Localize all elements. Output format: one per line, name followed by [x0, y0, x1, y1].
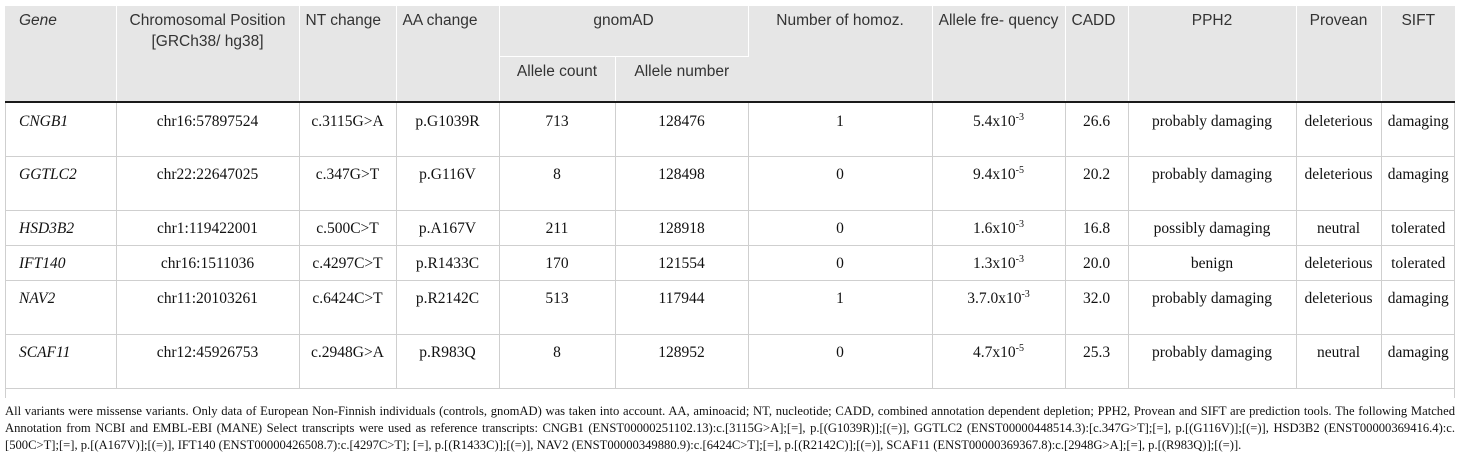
cell-sift: damaging: [1381, 156, 1455, 210]
cell-aa-change: p.R1433C: [396, 245, 499, 280]
variant-table-container: [5, 6, 1455, 389]
table-row: [5, 156, 1455, 210]
cell-allele-number: 121554: [615, 245, 748, 280]
cell-sift: damaging: [1381, 280, 1455, 334]
table-body: [5, 102, 1455, 388]
cell-aa-change: p.R2142C: [396, 280, 499, 334]
frequency-base: 1.6x10: [973, 219, 1016, 237]
cell-allele-count: 211: [499, 210, 615, 245]
header-gene: Gene: [5, 6, 116, 102]
cell-homoz: 1: [748, 102, 932, 156]
cell-gene: SCAF11: [5, 334, 116, 388]
cell-allele-frequency: [932, 102, 1065, 156]
cell-provean: deleterious: [1296, 102, 1381, 156]
cell-allele-frequency: [932, 156, 1065, 210]
frequency-exponent: -3: [1015, 253, 1024, 265]
cell-position: chr12:45926753: [116, 334, 299, 388]
cell-provean: deleterious: [1296, 245, 1381, 280]
header-allele-frequency: Allele fre- quency: [932, 6, 1065, 102]
cell-aa-change: p.G116V: [396, 156, 499, 210]
cell-allele-number: 128952: [615, 334, 748, 388]
cell-allele-count: 8: [499, 334, 615, 388]
cell-allele-count: 170: [499, 245, 615, 280]
cell-nt-change: c.500C>T: [299, 210, 396, 245]
variant-table: [5, 6, 1455, 389]
cell-position: chr16:57897524: [116, 102, 299, 156]
cell-sift: damaging: [1381, 102, 1455, 156]
cell-pph2: probably damaging: [1128, 102, 1296, 156]
cell-nt-change: c.2948G>A: [299, 334, 396, 388]
table-row: [5, 102, 1455, 156]
cell-cadd: 25.3: [1065, 334, 1128, 388]
frequency-base: 1.3x10: [973, 254, 1016, 272]
header-nt-change: NT change: [299, 6, 396, 102]
cell-allele-number: 117944: [615, 280, 748, 334]
header-number-homoz: Number of homoz.: [748, 6, 932, 102]
cell-gene: HSD3B2: [5, 210, 116, 245]
cell-position: chr11:20103261: [116, 280, 299, 334]
cell-allele-frequency: [932, 334, 1065, 388]
cell-gene: CNGB1: [5, 102, 116, 156]
cell-allele-count: 713: [499, 102, 615, 156]
cell-gene: IFT140: [5, 245, 116, 280]
table-row: [5, 245, 1455, 280]
cell-provean: deleterious: [1296, 280, 1381, 334]
cell-pph2: probably damaging: [1128, 156, 1296, 210]
cell-nt-change: c.347G>T: [299, 156, 396, 210]
table-header: [5, 6, 1455, 102]
cell-homoz: 1: [748, 280, 932, 334]
cell-allele-count: 513: [499, 280, 615, 334]
cell-nt-change: c.4297C>T: [299, 245, 396, 280]
header-allele-count: Allele count: [499, 57, 615, 103]
frequency-base: 3.7.0x10: [967, 289, 1022, 307]
table-row: [5, 280, 1455, 334]
table-row: [5, 210, 1455, 245]
cell-provean: neutral: [1296, 334, 1381, 388]
header-aa-change: AA change: [396, 6, 499, 102]
header-cadd: CADD: [1065, 6, 1128, 102]
cell-allele-number: 128476: [615, 102, 748, 156]
cell-provean: neutral: [1296, 210, 1381, 245]
header-pph2: PPH2: [1128, 6, 1296, 102]
cell-pph2: benign: [1128, 245, 1296, 280]
header-chromosomal-position: Chromosomal Position [GRCh38/ hg38]: [116, 6, 299, 102]
table-footnote: All variants were missense variants. Only data of European Non-Finnish individuals (controls, gnomAD) was taken into account. AA, aminoacid; NT, nucleotide; CADD, combined annotation dependent depletion; PPH2, Provean and SIFT are prediction tools. The following Matched Annotation from NCBI and EMBL-EBI (MANE) Select transcripts were used as reference transcripts: CNGB1 (ENST00000251102.13):c.[3115G>A];[=], p.[(G1039R)];[(=)], GGTLC2 (ENST00000448514.3):[c.347G>T];[=], p.[(G116V)];[(=)], HSD3B2 (ENST00000369416.4):c.[500C>T];[=], p.[(A167V)];[(=)], IFT140 (ENST00000426508.7):c.[4297C>T]; [=], p.[(R1433C)];[(=)], NAV2 (ENST00000349880.9):c.[6424C>T];[=], p.[(R2142C)];[(=)], SCAF11 (ENST00000369367.8):c.[2948G>A];[=], p.[(R983Q)];[(=)].: [5, 404, 1455, 452]
cell-cadd: 32.0: [1065, 280, 1128, 334]
cell-allele-frequency: [932, 210, 1065, 245]
cell-pph2: probably damaging: [1128, 280, 1296, 334]
header-allele-number: Allele number: [615, 57, 748, 103]
cell-homoz: 0: [748, 245, 932, 280]
cell-nt-change: c.3115G>A: [299, 102, 396, 156]
header-gnomad: gnomAD: [499, 6, 748, 57]
frequency-exponent: -3: [1021, 288, 1030, 300]
cell-aa-change: p.R983Q: [396, 334, 499, 388]
cell-pph2: probably damaging: [1128, 334, 1296, 388]
header-sift: SIFT: [1381, 6, 1455, 102]
cell-nt-change: c.6424C>T: [299, 280, 396, 334]
frequency-exponent: -5: [1015, 342, 1024, 354]
cell-position: chr1:119422001: [116, 210, 299, 245]
cell-allele-count: 8: [499, 156, 615, 210]
cell-position: chr22:22647025: [116, 156, 299, 210]
frequency-exponent: -3: [1015, 111, 1024, 123]
frequency-base: 5.4x10: [973, 113, 1016, 130]
cell-sift: damaging: [1381, 334, 1455, 388]
frequency-exponent: -5: [1015, 164, 1024, 176]
cell-position: chr16:1511036: [116, 245, 299, 280]
cell-allele-number: 128918: [615, 210, 748, 245]
cell-sift: tolerated: [1381, 210, 1455, 245]
frequency-exponent: -3: [1015, 218, 1024, 230]
cell-gene: NAV2: [5, 280, 116, 334]
header-provean: Provean: [1296, 6, 1381, 102]
frequency-base: 4.7x10: [973, 343, 1016, 361]
cell-cadd: 20.0: [1065, 245, 1128, 280]
frequency-base: 9.4x10: [973, 165, 1016, 183]
cell-gene: GGTLC2: [5, 156, 116, 210]
cell-aa-change: p.G1039R: [396, 102, 499, 156]
cell-allele-frequency: [932, 280, 1065, 334]
cell-homoz: 0: [748, 156, 932, 210]
cell-aa-change: p.A167V: [396, 210, 499, 245]
cell-allele-frequency: [932, 245, 1065, 280]
cell-homoz: 0: [748, 210, 932, 245]
cell-allele-number: 128498: [615, 156, 748, 210]
cell-cadd: 16.8: [1065, 210, 1128, 245]
cell-sift: tolerated: [1381, 245, 1455, 280]
cell-homoz: 0: [748, 334, 932, 388]
cell-provean: deleterious: [1296, 156, 1381, 210]
cell-cadd: 26.6: [1065, 102, 1128, 156]
cell-cadd: 20.2: [1065, 156, 1128, 210]
cell-pph2: possibly damaging: [1128, 210, 1296, 245]
table-row: [5, 334, 1455, 388]
